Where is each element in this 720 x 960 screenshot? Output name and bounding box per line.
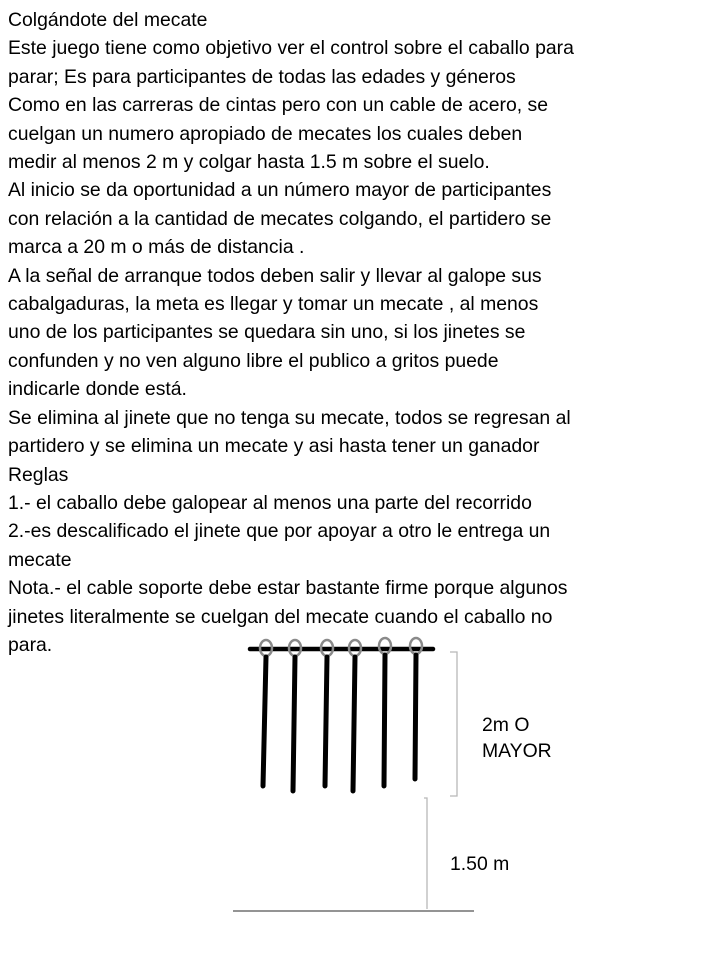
rope-group (260, 638, 422, 791)
rule-item: mecate (8, 548, 72, 571)
document-title: Colgándote del mecate (8, 9, 208, 31)
note-line: Nota.- el cable soporte debe estar bastante firme porque algunos (8, 577, 568, 600)
height-label: 1.50 m (450, 853, 510, 875)
text-line: indicarle donde está. (8, 378, 187, 401)
rule-item: 1.- el caballo debe galopear al menos una parte del recorrido (8, 491, 532, 514)
hanging-rope (321, 640, 333, 786)
rules-heading: Reglas (8, 463, 69, 486)
text-line: medir al menos 2 m y colgar hasta 1.5 m sobre el suelo. (8, 151, 490, 174)
text-line: parar; Es para participantes de todas las edades y géneros (8, 65, 516, 88)
text-line: Se elimina al jinete que no tenga su mecate, todos se regresan al (8, 406, 571, 429)
hanging-rope (349, 640, 361, 791)
height-bracket (424, 798, 427, 909)
text-line: Al inicio se da oportunidad a un número mayor de participantes (8, 179, 552, 202)
note-line: para. (8, 633, 53, 656)
text-line: marca a 20 m o más de distancia . (8, 236, 305, 259)
text-line: con relación a la cantidad de mecates colgando, el partidero se (8, 207, 552, 230)
document-text (8, 6, 716, 659)
text-line: confunden y no ven alguno libre el publico a gritos puede (8, 349, 499, 372)
rope-length-label-line2: MAYOR (482, 740, 552, 762)
rule-item: 2.-es descalificado el jinete que por apoyar a otro le entrega un (8, 520, 551, 543)
hanging-rope (260, 640, 272, 786)
text-line: Este juego tiene como objetivo ver el control sobre el caballo para (8, 37, 574, 60)
text-line: cuelgan un numero apropiado de mecates los cuales deben (8, 122, 523, 145)
rope-length-bracket (450, 652, 457, 796)
rope-length-label-line1: 2m O (482, 714, 530, 736)
text-line: A la señal de arranque todos deben salir y llevar al galope sus (8, 264, 542, 287)
text-line: partidero y se elimina un mecate y asi hasta tener un ganador (8, 435, 540, 458)
text-line: cabalgaduras, la meta es llegar y tomar un mecate , al menos (8, 293, 539, 316)
note-line: jinetes literalmente se cuelgan del mecate cuando el caballo no (8, 605, 553, 628)
text-line: uno de los participantes se quedara sin uno, si los jinetes se (8, 321, 526, 344)
text-line: Como en las carreras de cintas pero con un cable de acero, se (8, 94, 549, 117)
rope-length-label (482, 712, 552, 764)
hanging-rope (379, 638, 391, 786)
hanging-rope (289, 640, 301, 791)
